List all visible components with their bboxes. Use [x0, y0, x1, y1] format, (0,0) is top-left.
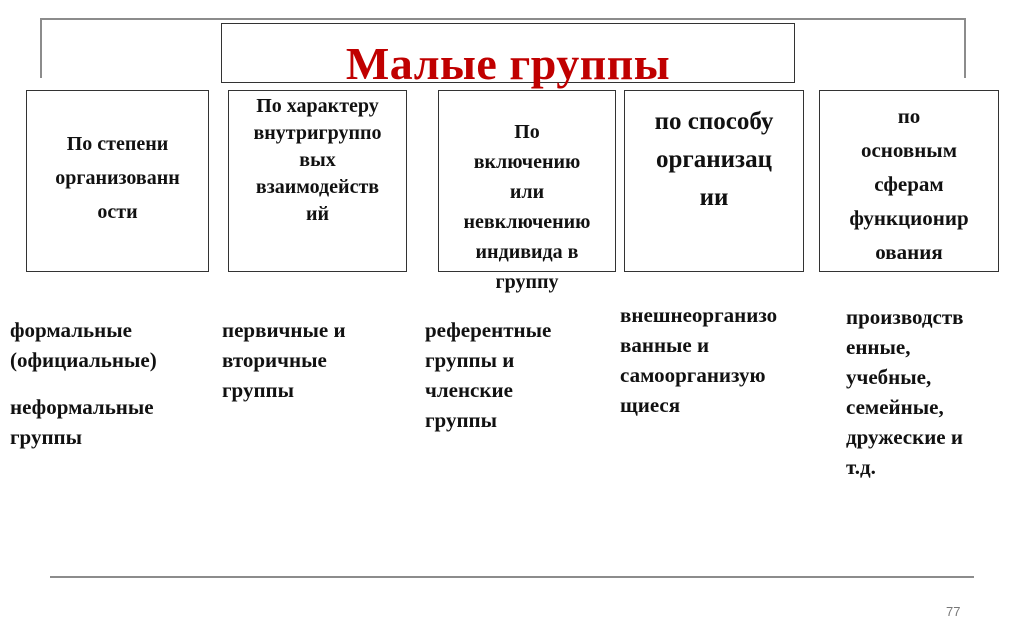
frame-right-line	[964, 18, 966, 78]
frame-top-line	[40, 18, 966, 20]
column-text-spheres: производств енные, учебные, семейные, дружеские и т.д.	[846, 305, 964, 479]
title-box	[221, 23, 795, 89]
diagram-title: Малые группы	[345, 37, 671, 89]
category-box-interaction	[228, 90, 407, 272]
category-box-method	[624, 90, 804, 272]
column-text-interaction: первичные и вторичные группы	[222, 318, 346, 402]
column-text-organization-1: формальные (официальные)	[10, 318, 157, 372]
category-label-inclusion: По включению или невключению индивида в группу	[463, 121, 591, 293]
column-text-method: внешнеорганизо ванные и самоорганизую щиеся	[620, 303, 778, 417]
category-box-organization	[26, 90, 209, 272]
category-label-method: по способу организац ии	[654, 108, 774, 211]
category-label-spheres: по основным сферам функционир ования	[849, 104, 969, 264]
column-text-inclusion: референтные группы и членские группы	[425, 318, 552, 432]
page-number: 77	[946, 604, 961, 619]
frame-bottom-line	[50, 576, 974, 578]
frame-left-line	[40, 18, 42, 78]
column-text-organization-2: неформальные группы	[10, 395, 154, 449]
category-label-interaction: По характеру внутригруппо вых взаимодейств ий	[253, 95, 382, 225]
category-box-spheres	[819, 90, 999, 272]
category-box-inclusion	[438, 90, 616, 293]
category-label-organization: По степени организованн ости	[55, 133, 180, 223]
